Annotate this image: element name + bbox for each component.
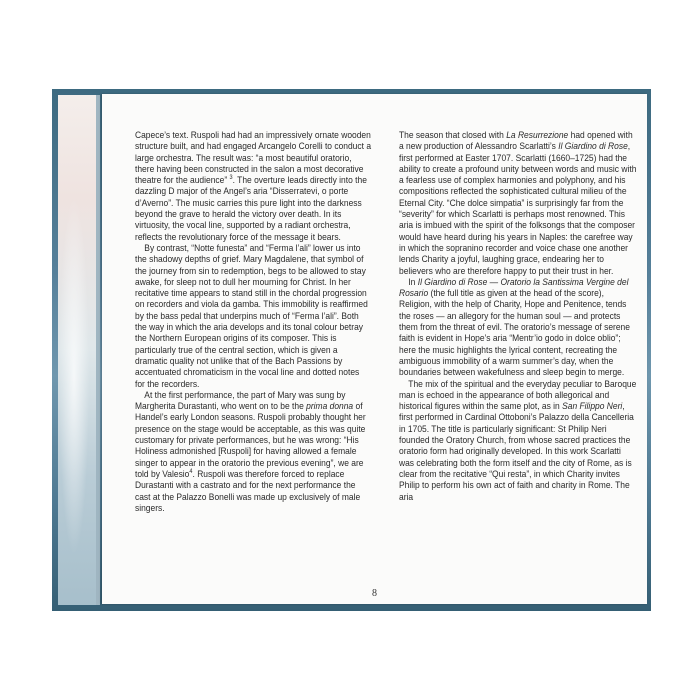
text-run: , first performed in Cardinal Ottoboni’s Palazzo della Cancelleria in 1705. The title is particularly significant: St Philip Neri founded the Oratory Church, from whose sacred practices the oratorio form had originally developed. In this work Scarlatti was celebrating both the form itself and the city of Rome, as is clear from the recitative “Qui resta”, in which Charity invites Philip to perform his own act of faith and charity in Rome. The aria bbox=[399, 401, 634, 502]
text-run: of Handel’s early London seasons. Ruspoli probably thought her presence on the stage would be acceptable, as this was quite customary for private performances, but he was wrong: “His Holiness admonished [Ruspoli] for having allowed a female singer to appear in the oratorio the previous evening”, we are told by Valesio bbox=[135, 401, 366, 479]
right-text-column bbox=[399, 130, 637, 503]
booklet-photo bbox=[52, 89, 651, 611]
cover-artwork-strip bbox=[58, 95, 98, 605]
text-run: . Ruspoli was therefore forced to replace Durastanti with a castrato and for the next performance the cast at the Palazzo Bonelli was made up exclusively of male singers. bbox=[135, 468, 361, 513]
text-run: . The overture leads directly into the dazzling D major of the Angel’s aria “Disserratevi, o porte d’Averno”. The music carries this pure light into the darkness beyond the grave to herald the victory over death. In its virtuosity, the vocal line, supported by a radiant orchestra, reflects the revolutionary force of the message it bears. bbox=[135, 175, 367, 242]
paragraph bbox=[135, 390, 371, 514]
text-run: At the first performance, the part of Mary was sung by Margherita Durastanti, who went on to be the bbox=[135, 389, 346, 412]
left-text-column bbox=[135, 130, 371, 514]
text-run: The mix of the spiritual and the everyday peculiar to Baroque man is echoed in the appearance of both allegorical and historical figures within the same plot, as in bbox=[399, 378, 637, 412]
footnote-ref: 4 bbox=[189, 468, 193, 475]
paragraph bbox=[399, 130, 637, 277]
text-run: , first performed at Easter 1707. Scarlatti (1660–1725) had the ability to create a profound unity between words and music with a fearless use of complex harmonies and polyphony, and his compositions reflected the sophisticated cultural milieu of the Eternal City. “Che dolce simpatia” is surprisingly far from the “severity” for which Scarlatti is perhaps most renowned. This aria is imbued with the spirit of the folksongs that the composer would have heard during his years in Naples: the carefree way in which the sopranino recorder and voice chase one another lends Charity a joyful, laughing grace, endearing her to believers who are therefore happy to put their trust in her. bbox=[399, 141, 637, 276]
page-edge bbox=[96, 95, 100, 605]
italic-text: prima donna bbox=[306, 401, 354, 412]
text-run: The season that closed with bbox=[399, 130, 507, 140]
text-run: In bbox=[408, 276, 418, 287]
paragraph bbox=[399, 277, 637, 379]
text-run: By contrast, “Notte funesta” and “Ferma l’ali” lower us into the shadowy depths of grief. Mary Magdalene, that symbol of the journey from sin to redemption, begs to be allowed to stay awake, for sleep not to dull her mourning for Christ. In her recitative time appears to stand still in the chordal progression on recorders and viola da gamba. This immobility is reaffirmed by the bass pedal that underpins much of “Ferma l’ali”. Both the way in which the aria develops and its tonal colour betray the Northern European origins of its composer. This is particularly true of the central section, which is given a dramatic quality not unlike that of the Bach Passions by accentuated chromaticism in the vocal line and dotted notes for the recorders. bbox=[135, 242, 368, 389]
italic-text: Il Giardino di Rose — Oratorio la Santissima Vergine del Rosario bbox=[399, 276, 629, 299]
text-run: (the full title as given at the head of the score), Religion, with the help of Charity, Hope and Penitence, tends the roses — an allegory for the human soul — and protects them from the threat of evil. The oratorio’s message of serene faith is evident in Hope’s aria “Mentr’io godo in dolce oblio”; here the music highlights the lyrical content, recreating the ambiguous immobility of a warm summer’s day, when the boundaries between wakefulness and sleep begin to merge. bbox=[399, 288, 630, 378]
text-run: Capece’s text. Ruspoli had had an impressively ornate wooden structure built, and had engaged Arcangelo Corelli to conduct a large orchestra. The result was: “a most beautiful oratorio, there having been constructed in the salon a most decorative theatre for the audience” bbox=[135, 130, 372, 186]
booklet-page bbox=[102, 94, 647, 604]
italic-text: San Filippo Neri bbox=[562, 401, 623, 412]
paragraph bbox=[135, 243, 371, 390]
italic-text: Il Giardino di Rose bbox=[558, 141, 628, 152]
footnote-ref: 3 bbox=[229, 175, 233, 182]
paragraph bbox=[135, 130, 371, 243]
text-run: had opened with a new production of Alessandro Scarlatti’s bbox=[399, 130, 633, 152]
page-number: 8 bbox=[372, 588, 377, 599]
italic-text: La Resurrezione bbox=[506, 130, 569, 140]
paragraph bbox=[399, 379, 637, 503]
